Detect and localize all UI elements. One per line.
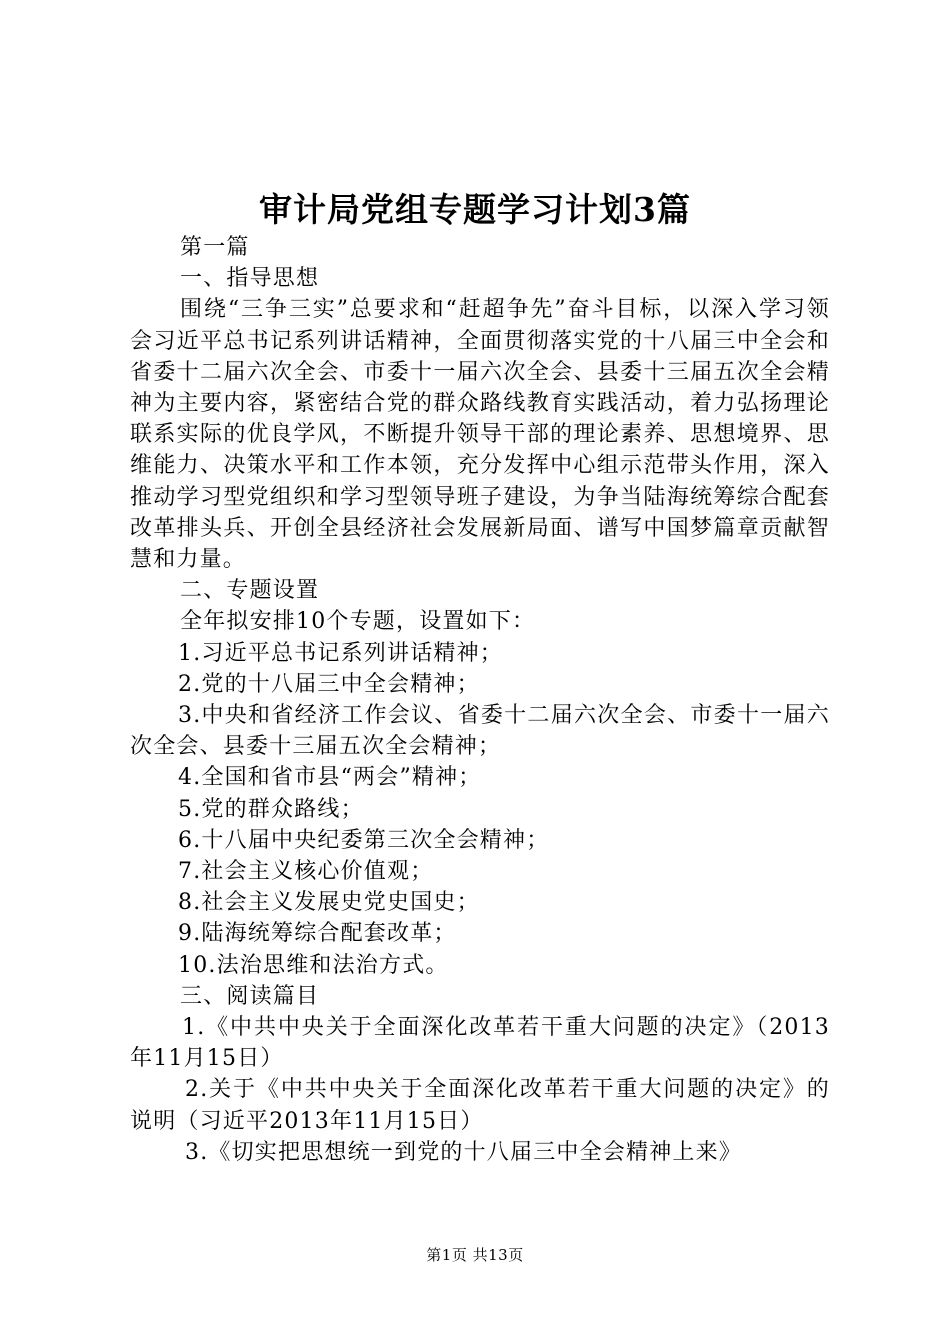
guiding-thought-paragraph: 围绕“三争三实”总要求和“赶超争先”奋斗目标，以深入学习领会习近平总书记系列讲话精神，全面贯彻落实党的十八届三中全会和省委十二届六次全会、市委十一届六次全会、县委十三届五次全会精神为主要内容，紧密结合党的群众路线教育实践活动，着力弘扬理论联系实际的优良学风，不断提升领导干部的理论素养、思想境界、思维能力、决策水平和工作本领，充分发挥中心组示范带头作用，深入推动学习型党组织和学习型领导班子建设，为争当陆海统筹综合配套改革排头兵、开创全县经济社会发展新局面、谱写中国梦篇章贡献智慧和力量。	[130, 297, 830, 573]
section-heading-topics: 二、专题设置	[180, 578, 320, 604]
topic-item: 10.法治思维和法治方式。	[178, 952, 449, 978]
page-footer: 第1页 共13页	[426, 1246, 524, 1264]
topic-item: 5.党的群众路线；	[178, 796, 364, 822]
document-body	[130, 232, 830, 1168]
topic-item: 1.习近平总书记系列讲话精神；	[178, 640, 503, 666]
topic-item: 7.社会主义核心价值观；	[178, 859, 434, 885]
section-heading-reading-list: 三、阅读篇目	[180, 983, 320, 1009]
reading-item: 2.关于《中共中央关于全面深化改革若干重大问题的决定》的说明（习近平2013年11月15日）	[130, 1077, 830, 1134]
topic-item: 3.中央和省经济工作会议、省委十二届六次全会、市委十一届六次全会、县委十三届五次全会精神；	[130, 703, 830, 760]
topic-item: 6.十八届中央纪委第三次全会精神；	[178, 827, 550, 853]
section-heading-part-one: 第一篇	[180, 235, 250, 260]
topic-item: 2.党的十八届三中全会精神；	[178, 671, 480, 697]
document-title: 审计局党组专题学习计划3篇	[259, 190, 691, 229]
section-heading-guiding-thought: 一、指导思想	[180, 266, 320, 292]
topics-intro: 全年拟安排10个专题，设置如下：	[180, 609, 536, 635]
topic-item: 4.全国和省市县“两会”精神；	[178, 765, 482, 791]
reading-item: 1.《中共中央关于全面深化改革若干重大问题的决定》（2013年11月15日）	[130, 1015, 830, 1072]
topic-item: 9.陆海统筹综合配套改革；	[178, 921, 457, 947]
reading-item: 3.《切实把思想统一到党的十八届三中全会精神上来》	[185, 1139, 742, 1165]
topic-item: 8.社会主义发展史党史国史；	[178, 890, 480, 916]
